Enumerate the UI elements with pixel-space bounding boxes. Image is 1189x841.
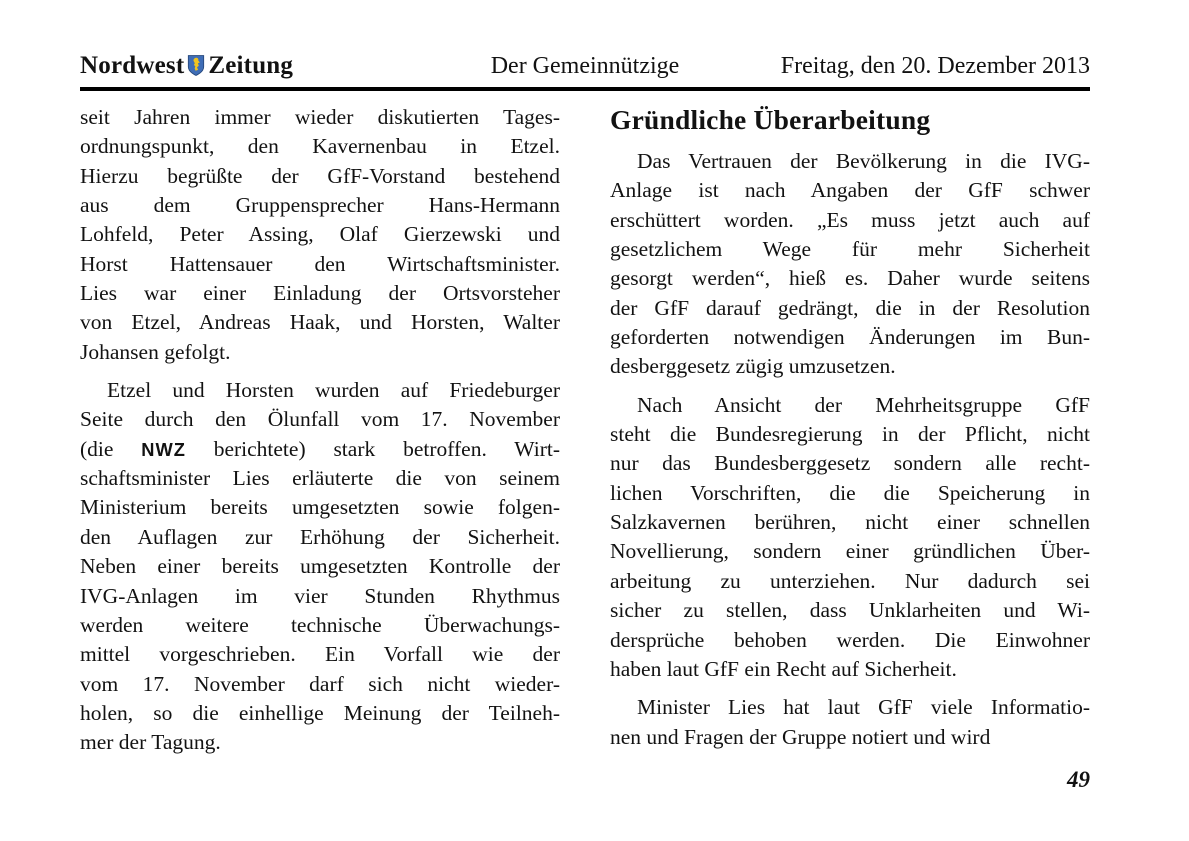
text-line: Johansen gefolgt. (80, 339, 231, 364)
text-line: den Auflagen zur Erhöhung der Sicherheit. (80, 524, 560, 549)
masthead-center-title: Der Gemeinnützige (490, 53, 680, 79)
text-line: Horst Hattensauer den Wirtschaftsminister. (80, 251, 560, 276)
text-line: dersprüche behoben werden. Die Einwohner (610, 627, 1090, 652)
text-line: gesetzlichem Wege für mehr Sicherheit (610, 237, 1090, 262)
text-line: desberggesetz zügig umzusetzen. (610, 354, 896, 379)
text-line: Salzkavernen berühren, nicht einer schnellen (610, 510, 1090, 535)
text-line: werden weitere technische Überwachungs- (80, 612, 560, 637)
text-line: Hierzu begrüßte der GfF-Vorstand bestehend (80, 163, 560, 188)
article-heading: Gründliche Überarbeitung (610, 104, 931, 135)
text-line: arbeitung zu unterziehen. Nur dadurch sei (610, 568, 1090, 593)
text-line: Lies war einer Einladung der Ortsvorsteher (80, 281, 560, 306)
text-line: haben laut GfF ein Recht auf Sicherheit. (610, 656, 957, 681)
text-line: IVG-Anlagen im vier Stunden Rhythmus (80, 583, 560, 608)
text-line: vom 17. November darf sich nicht wieder- (80, 671, 560, 696)
text-line: sicher zu stellen, dass Unklarheiten und Wi- (610, 598, 1090, 623)
text-line: Novellierung, sondern einer gründlichen Über- (610, 539, 1090, 564)
article-body (80, 103, 1090, 767)
newspaper-brand (80, 52, 417, 80)
text-line: Anlage ist nach Angaben der GfF schwer (610, 178, 1090, 203)
text-line: ordnungspunkt, den Kavernenbau in Etzel. (80, 134, 560, 159)
text-line: geforderten notwendigen Änderungen im Bun- (610, 325, 1090, 350)
paragraph (80, 103, 560, 367)
brand-name-right: Zeitung (208, 52, 294, 79)
masthead-date: Freitag, den 20. Dezember 2013 (780, 53, 1091, 79)
text-line: holen, so die einhellige Meinung der Teilneh- (80, 700, 560, 725)
text-line: von Etzel, Andreas Haak, und Horsten, Walter (80, 310, 560, 335)
text-line: nen und Fragen der Gruppe notiert und wird (610, 724, 991, 749)
text-line: Ministerium bereits umgesetzten sowie folgen- (80, 495, 560, 520)
masthead (80, 52, 1090, 91)
text-line: Minister Lies hat laut GfF viele Informatio- (637, 695, 1090, 720)
text-line: Lohfeld, Peter Assing, Olaf Gierzewski und (80, 222, 560, 247)
text-line: (die NWZ berichtete) stark betroffen. Wirt- (80, 436, 560, 461)
paragraph (610, 693, 1090, 752)
text-line: der GfF darauf gedrängt, die in der Resolution (610, 295, 1090, 320)
brand-name-left: Nordwest (80, 52, 185, 79)
text-line: Etzel und Horsten wurden auf Friedeburger (107, 378, 560, 403)
text-line: mittel vorgeschrieben. Ein Vorfall wie der (80, 642, 560, 667)
text-line: Seite durch den Ölunfall vom 17. November (80, 407, 560, 432)
city-crest-icon (187, 54, 205, 77)
left-column (80, 103, 560, 767)
text-line: Nach Ansicht der Mehrheitsgruppe GfF (637, 392, 1090, 417)
text-line: aus dem Gruppensprecher Hans-Hermann (80, 193, 560, 218)
nwz-inline-logo: NWZ (141, 438, 186, 460)
paragraph (80, 376, 560, 757)
text-line: gesorgt werden“, hieß es. Daher wurde seitens (610, 266, 1090, 291)
paragraph (610, 147, 1090, 382)
right-column (610, 103, 1090, 767)
text-line: schaftsminister Lies erläuterte die von seinem (80, 466, 560, 491)
text-line: steht die Bundesregierung in der Pflicht, nicht (610, 422, 1090, 447)
text-line: Neben einer bereits umgesetzten Kontrolle der (80, 554, 560, 579)
page-number: 49 (1067, 767, 1090, 792)
text-line: seit Jahren immer wieder diskutierten Tages- (80, 105, 560, 129)
text-line: Das Vertrauen der Bevölkerung in die IVG- (637, 149, 1090, 173)
paragraph (610, 391, 1090, 684)
text-line: erschüttert worden. „Es muss jetzt auch auf (610, 207, 1090, 232)
text-line: nur das Bundesberggesetz sondern alle recht- (610, 451, 1090, 476)
text-line: mer der Tagung. (80, 730, 221, 755)
text-line: lichen Vorschriften, die die Speicherung in (610, 480, 1090, 505)
